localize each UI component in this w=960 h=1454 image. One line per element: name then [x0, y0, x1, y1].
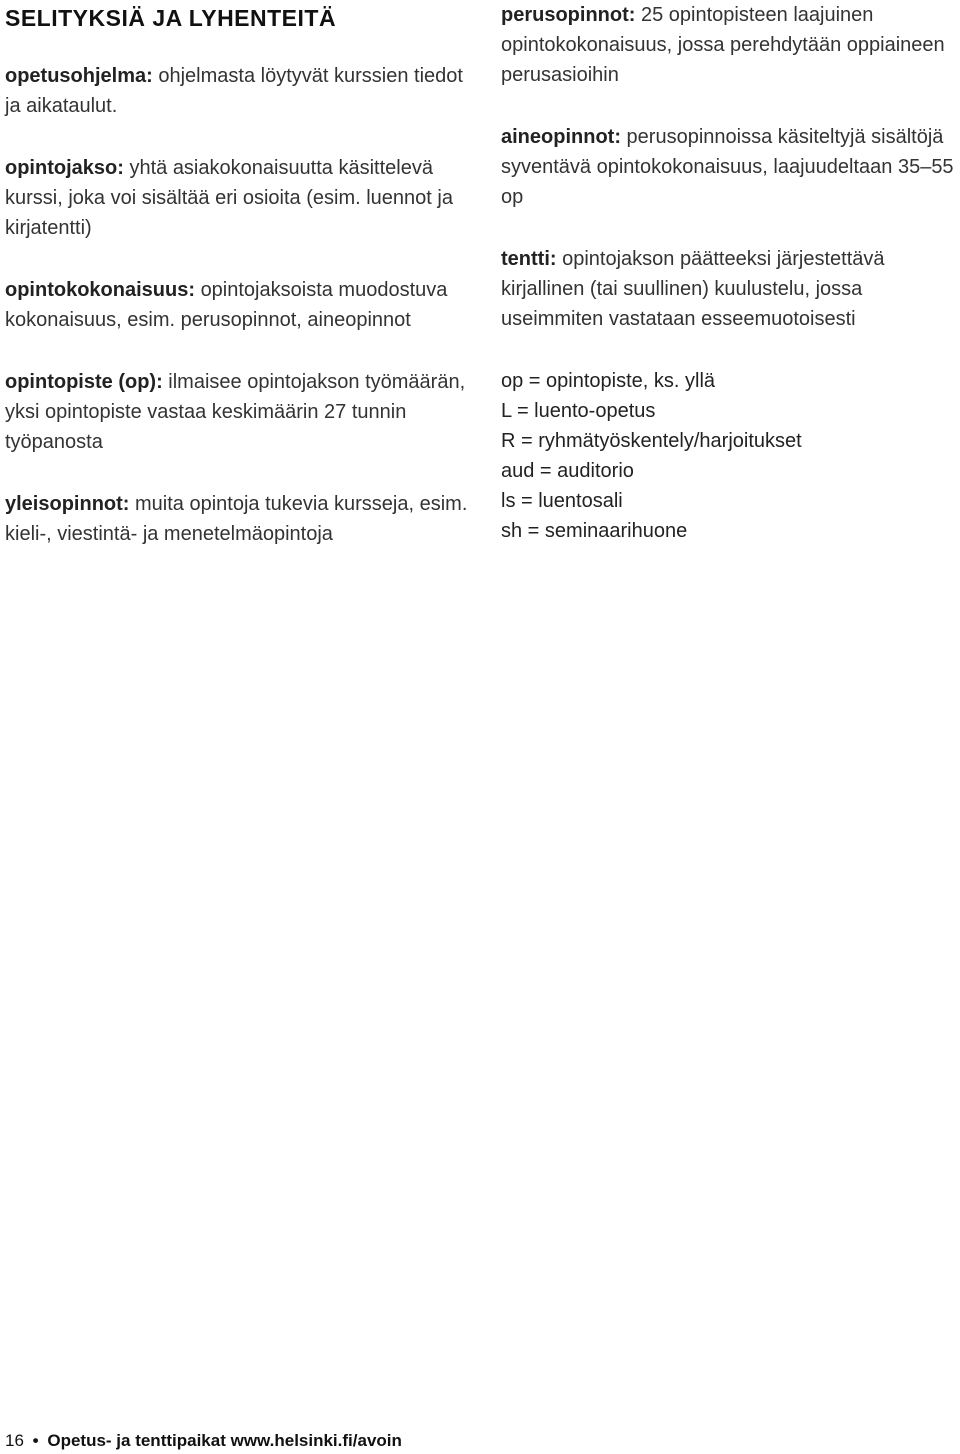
glossary-term: opintojakso: — [5, 157, 124, 179]
abbreviation-item: L = luento-opetus — [501, 400, 656, 422]
glossary-entry-yleisopinnot — [5, 489, 473, 549]
glossary-definition: muita opintoja tukevia kursseja, esim. kieli-, viestintä- ja menetelmäopintoja — [5, 493, 468, 545]
right-column — [501, 0, 956, 546]
glossary-term: opintopiste (op): — [5, 371, 163, 393]
glossary-definition: 25 opintopisteen laajuinen opintokokonaisuus, jossa perehdytään oppiaineen perusasioihin — [501, 4, 945, 86]
glossary-definition: perusopinnoissa käsiteltyjä sisältöjä syventävä opintokokonaisuus, laajuudeltaan 35–55 op — [501, 126, 954, 208]
glossary-definition: ilmaisee opintojakson työmäärän, yksi opintopiste vastaa keskimäärin 27 tunnin työpanosta — [5, 371, 466, 453]
glossary-entry-opintokokonaisuus — [5, 275, 473, 335]
glossary-definition: yhtä asiakokonaisuutta käsittelevä kurssi, joka voi sisältää eri osioita (esim. luennot ja kirjatentti) — [5, 157, 453, 239]
page-title: SELITYKSIÄ JA LYHENTEITÄ — [5, 5, 337, 31]
glossary-entry-opintopiste — [5, 367, 473, 457]
glossary-definition: opintojakson päätteeksi järjestettävä kirjallinen (tai suullinen) kuulustelu, jossa useimmiten vastataan esseemuotoisesti — [501, 248, 885, 330]
abbreviation-item: op = opintopiste, ks. yllä — [501, 370, 716, 392]
left-column — [5, 0, 473, 581]
abbreviation-item: aud = auditorio — [501, 460, 634, 482]
glossary-entry-tentti — [501, 244, 956, 334]
glossary-entry-opetusohjelma — [5, 61, 473, 121]
glossary-term: aineopinnot: — [501, 126, 621, 148]
page-number: 16 — [5, 1431, 24, 1450]
bullet-separator: • — [32, 1431, 39, 1450]
page-footer — [5, 1428, 402, 1454]
abbreviation-list — [501, 366, 956, 546]
abbreviation-item: R = ryhmätyöskentely/harjoitukset — [501, 430, 802, 452]
glossary-entry-perusopinnot — [501, 0, 956, 90]
abbreviation-item: sh = seminaarihuone — [501, 520, 688, 542]
glossary-term: tentti: — [501, 248, 557, 270]
glossary-term: opintokokonaisuus: — [5, 279, 195, 301]
glossary-entry-opintojakso — [5, 153, 473, 243]
glossary-definition: ohjelmasta löytyvät kurssien tiedot ja aikataulut. — [5, 65, 463, 117]
footer-text: Opetus- ja tenttipaikat www.helsinki.fi/avoin — [47, 1431, 402, 1450]
glossary-term: yleisopinnot: — [5, 493, 130, 515]
glossary-term: opetusohjelma: — [5, 65, 153, 87]
glossary-definition: opintojaksoista muodostuva kokonaisuus, esim. perusopinnot, aineopinnot — [5, 279, 448, 331]
glossary-term: perusopinnot: — [501, 4, 636, 26]
abbreviation-item: ls = luentosali — [501, 490, 623, 512]
glossary-entry-aineopinnot — [501, 122, 956, 212]
